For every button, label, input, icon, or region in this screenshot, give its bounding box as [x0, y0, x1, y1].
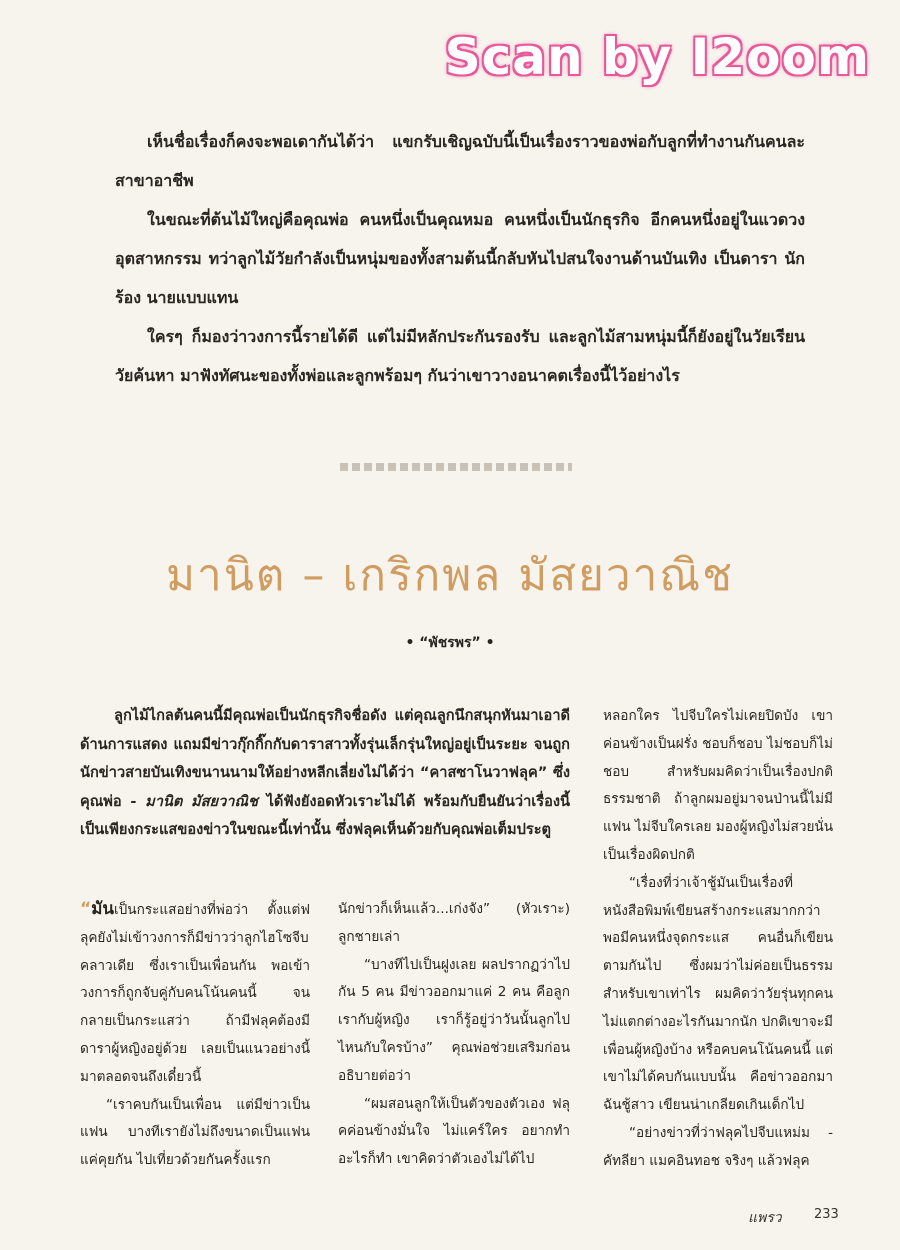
drop-word [80, 899, 114, 919]
page-number: 233 [814, 1207, 839, 1222]
drop-word-text: มัน [91, 899, 115, 919]
lead-person-name: มานิต มัสยวาณิช [145, 792, 258, 810]
article-column-3 [603, 703, 833, 1176]
body-paragraph: “บางทีไปเป็นฝูงเลย ผลปรากฏว่าไปกัน 5 คน มีข่าวออกมาแค่ 2 คน คือลูกเรากับผู้หญิง เราก็รู้อยู่ว่าวันนั้นลูกไปไหนกับใครบ้าง” คุณพ่อช่วยเสริมก่อนอธิบายต่อว่า [338, 956, 570, 1084]
body-text: เป็นกระแสอย่างที่พ่อว่า ตั้งแต่ฟลุคยังไม่เข้าวงการก็มีข่าวว่าลูกไฮโซจีบคลาวเดีย ซึ่งเราเป็นเพื่อนกัน พอเข้าวงการก็ถูกจับคู่กับคนโน้นคนนี้ จนกลายเป็นกระแสว่า ถ้ามีฟลุคต้องมีดาราผู้หญิงอยู่ด้วย เลยเป็นแนวอย่างนี้มาตลอดจนถึงเดี๋ยวนี้ [80, 902, 310, 1085]
body-paragraph: “อย่างข่าวที่ว่าฟลุคไปจีบแหม่ม - คัทลียา แมคอินทอช จริงๆ แล้วฟลุค [603, 1124, 833, 1169]
intro-section [115, 122, 805, 395]
body-paragraph: นักข่าวก็เห็นแล้ว...เก่งจัง” (หัวเราะ) ลูกชายเล่า [338, 901, 570, 945]
magazine-logo: แพรว [748, 1210, 782, 1226]
lead-text: ได้ฟังยังอดหัวเราะไม่ได้ พร้อมกับยืนยันว่าเรื่องนี้เป็นเพียงกระแสของข่าวในขณะนี้เท่านั้น ซึ่งฟลุคเห็นด้วยกับคุณพ่อเต็มประตู [80, 792, 570, 839]
intro-paragraph: เห็นชื่อเรื่องก็คงจะพอเดากันได้ว่า แขกรับเชิญฉบับนี้เป็นเรื่องราวของพ่อกับลูกที่ทำงานกันคนละสาขาอาชีพ [115, 132, 805, 190]
article-title: มานิต – เกริกพล มัสยวาณิช [166, 550, 734, 601]
article-column-2 [338, 896, 570, 1174]
body-paragraph: “เรื่องที่ว่าเจ้าชู้มันเป็นเรื่องที่หนังสือพิมพ์เขียนสร้างกระแสมากกว่า พอมีคนหนึ่งจุดกระแส คนอื่นก็เขียนตามกันไป ซึ่งผมว่าไม่ค่อยเป็นธรรมสำหรับเขาเท่าไร ผมคิดว่าวัยรุ่นทุกคนไม่แตกต่างอะไรกันมากนัก ปกติเขาจะมีเพื่อนผู้หญิงบ้าง หรือคบคนโน้นคนนี้ แต่เขาไม่ได้คบกันแบบนั้น คือข่าวออกมาฉันชู้สาว เขียนน่าเกลียดเกินเด็กไป [603, 874, 833, 1114]
body-paragraph [80, 896, 310, 1092]
lead-text: ลูกไม้ไกลต้นคนนี้มีคุณพ่อเป็นนักธุรกิจชื่อดัง แต่คุณลูกนึกสนุกหันมาเอาดีด้านการแสดง แถมมีข่าวกุ๊กกิ๊กกับดาราสาวทั้งรุ่นเล็กรุ่นใหญ่อยู่เป็นระยะ จนถูกนักข่าวสายบันเทิงขนานนามให้อย่างหลีกเลี่ยงไม่ได้ว่า “คาสซาโนวาฟลุค” ซึ่งคุณพ่อ - [80, 707, 570, 810]
intro-paragraph: ใครๆ ก็มองว่าวงการนี้รายได้ดี แต่ไม่มีหลักประกันรองรับ และลูกไม้สามหนุ่มนี้ก็ยังอยู่ในวัยเรียน วัยค้นหา มาฟังทัศนะของทั้งพ่อและลูกพร้อมๆ กันว่าเขาวางอนาคตเรื่องนี้ไว้อย่างไร [115, 327, 805, 385]
article-lead [80, 702, 570, 845]
scanner-watermark: Scan by I2oom [444, 28, 870, 86]
intro-paragraph: ในขณะที่ต้นไม้ใหญ่คือคุณพ่อ คนหนึ่งเป็นคุณหมอ คนหนึ่งเป็นนักธุรกิจ อีกคนหนึ่งอยู่ในแวดวงอุตสาหกรรม ทว่าลูกไม้วัยกำลังเป็นหนุ่มของทั้งสามต้นนี้กลับหันไปสนใจงานด้านบันเทิง เป็นดารา นักร้อง นายแบบแทน [115, 210, 805, 307]
drop-quote: “ [80, 899, 92, 919]
body-paragraph: “ผมสอนลูกให้เป็นตัวของตัวเอง ฟลุคค่อนข้างมั่นใจ ไม่แคร์ใคร อยากทำอะไรก็ทำ เขาคิดว่าตัวเองไม่ได้ไป [338, 1095, 570, 1168]
article-byline: • “พัชรพร” • [405, 635, 495, 651]
body-paragraph: “เราคบกันเป็นเพื่อน แต่มีข่าวเป็นแฟน บางทีเรายังไม่ถึงขนาดเป็นแฟน แค่คุยกัน ไปเที่ยวด้วยกันครั้งแรก [80, 1096, 310, 1169]
body-paragraph: หลอกใคร ไปจีบใครไม่เคยปิดบัง เขาค่อนข้างเป็นฝรั่ง ชอบก็ชอบ ไม่ชอบก็ไม่ชอบ สำหรับผมคิดว่าเป็นเรื่องปกติธรรมชาติ ถ้าลูกผมอยู่มาจนป่านนี้ไม่มีแฟน ไม่จีบใครเลย มองผู้หญิงไม่สวยนั่นเป็นเรื่องผิดปกติ [603, 708, 833, 863]
lead-paragraph [80, 702, 570, 845]
article-column-1 [80, 896, 310, 1175]
section-divider [340, 463, 572, 471]
